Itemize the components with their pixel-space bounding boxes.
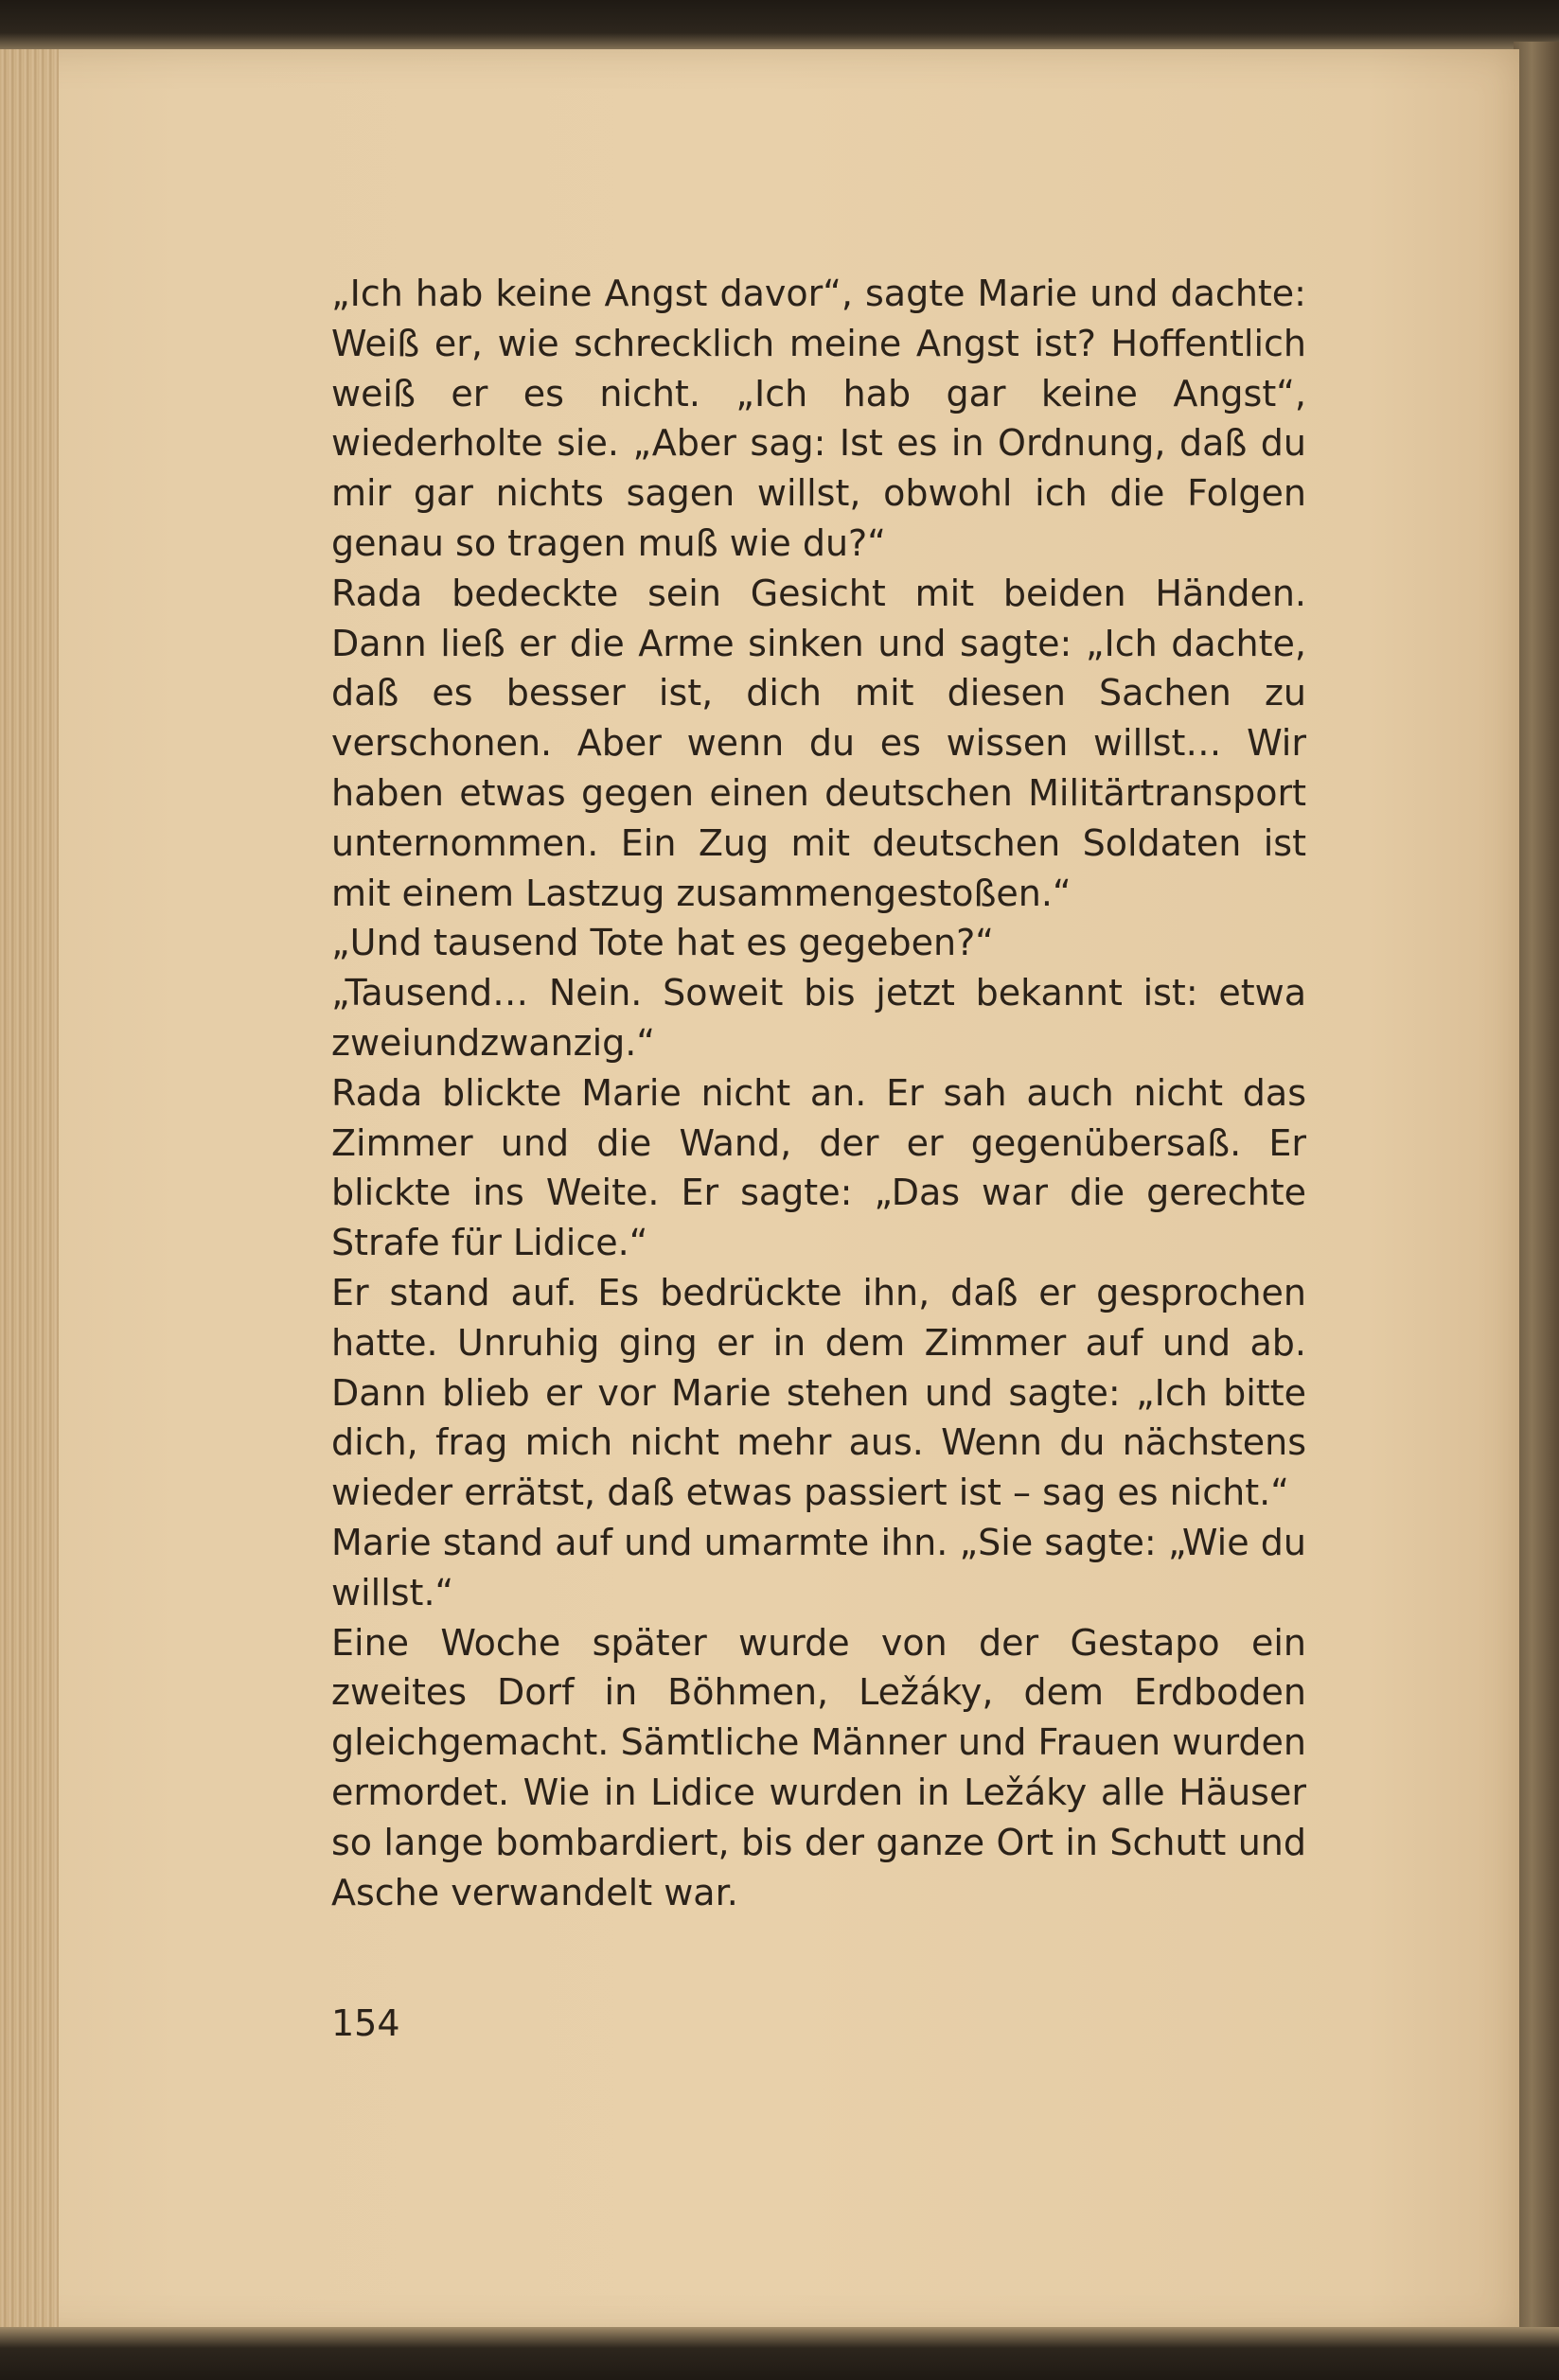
paragraph: Eine Woche später wurde von der Gestapo ein zweites Dorf in Böhmen, Ležáky, dem Erdboden gleichgemacht. Sämtliche Männer und Frauen wurden ermordet. Wie in Lidice wurden in Ležáky alle Häuser so lange bombardiert, bis der ganze Ort in Schutt und Asche verwandelt war. [331, 1621, 1306, 1913]
paragraph: „Tausend… Nein. Soweit bis jetzt bekannt ist: etwa zweiundzwanzig.“ [331, 972, 1306, 1064]
book-bottom-edge [0, 2327, 1559, 2380]
book-cover-edge [1514, 42, 1559, 2341]
paragraph: Er stand auf. Es bedrückte ihn, daß er gesprochen hatte. Unruhig ging er in dem Zimmer auf und ab. Dann blieb er vor Marie stehen und sagte: „Ich bitte dich, frag mich nicht mehr aus. Wenn du nächstens wieder errätst, daß etwas passiert ist – sag es nicht.“ [331, 1271, 1306, 1514]
body-text [331, 269, 1306, 1917]
paragraph: „Ich hab keine Angst davor“, sagte Marie und dachte: Weiß er, wie schrecklich meine Angst ist? Hoffentlich weiß er es nicht. „Ich hab gar keine Angst“, wiederholte sie. „Aber sag: Ist es in Ordnung, daß du mir gar nichts sagen willst, obwohl ich die Folgen genau so tragen muß wie du?“ [331, 273, 1306, 564]
paragraph: Marie stand auf und umarmte ihn. „Sie sagte: „Wie du willst.“ [331, 1521, 1306, 1613]
paragraph: Rada bedeckte sein Gesicht mit beiden Händen. Dann ließ er die Arme sinken und sagte: „Ich dachte, daß es besser ist, dich mit diesen Sachen zu verschonen. Aber wenn du es wissen willst… Wir haben etwas gegen einen deutschen Militärtransport unternommen. Ein Zug mit deutschen Soldaten ist mit einem Lastzug zusammengestoßen.“ [331, 572, 1306, 914]
page-stack-edges [0, 49, 59, 2335]
page-number: 154 [331, 2002, 400, 2044]
paragraph: „Und tausend Tote hat es gegeben?“ [331, 922, 994, 964]
paragraph: Rada blickte Marie nicht an. Er sah auch nicht das Zimmer und die Wand, der er gegenübersaß. Er blickte ins Weite. Er sagte: „Das war die gerechte Strafe für Lidice.“ [331, 1071, 1306, 1264]
book-top-edge [0, 0, 1559, 55]
